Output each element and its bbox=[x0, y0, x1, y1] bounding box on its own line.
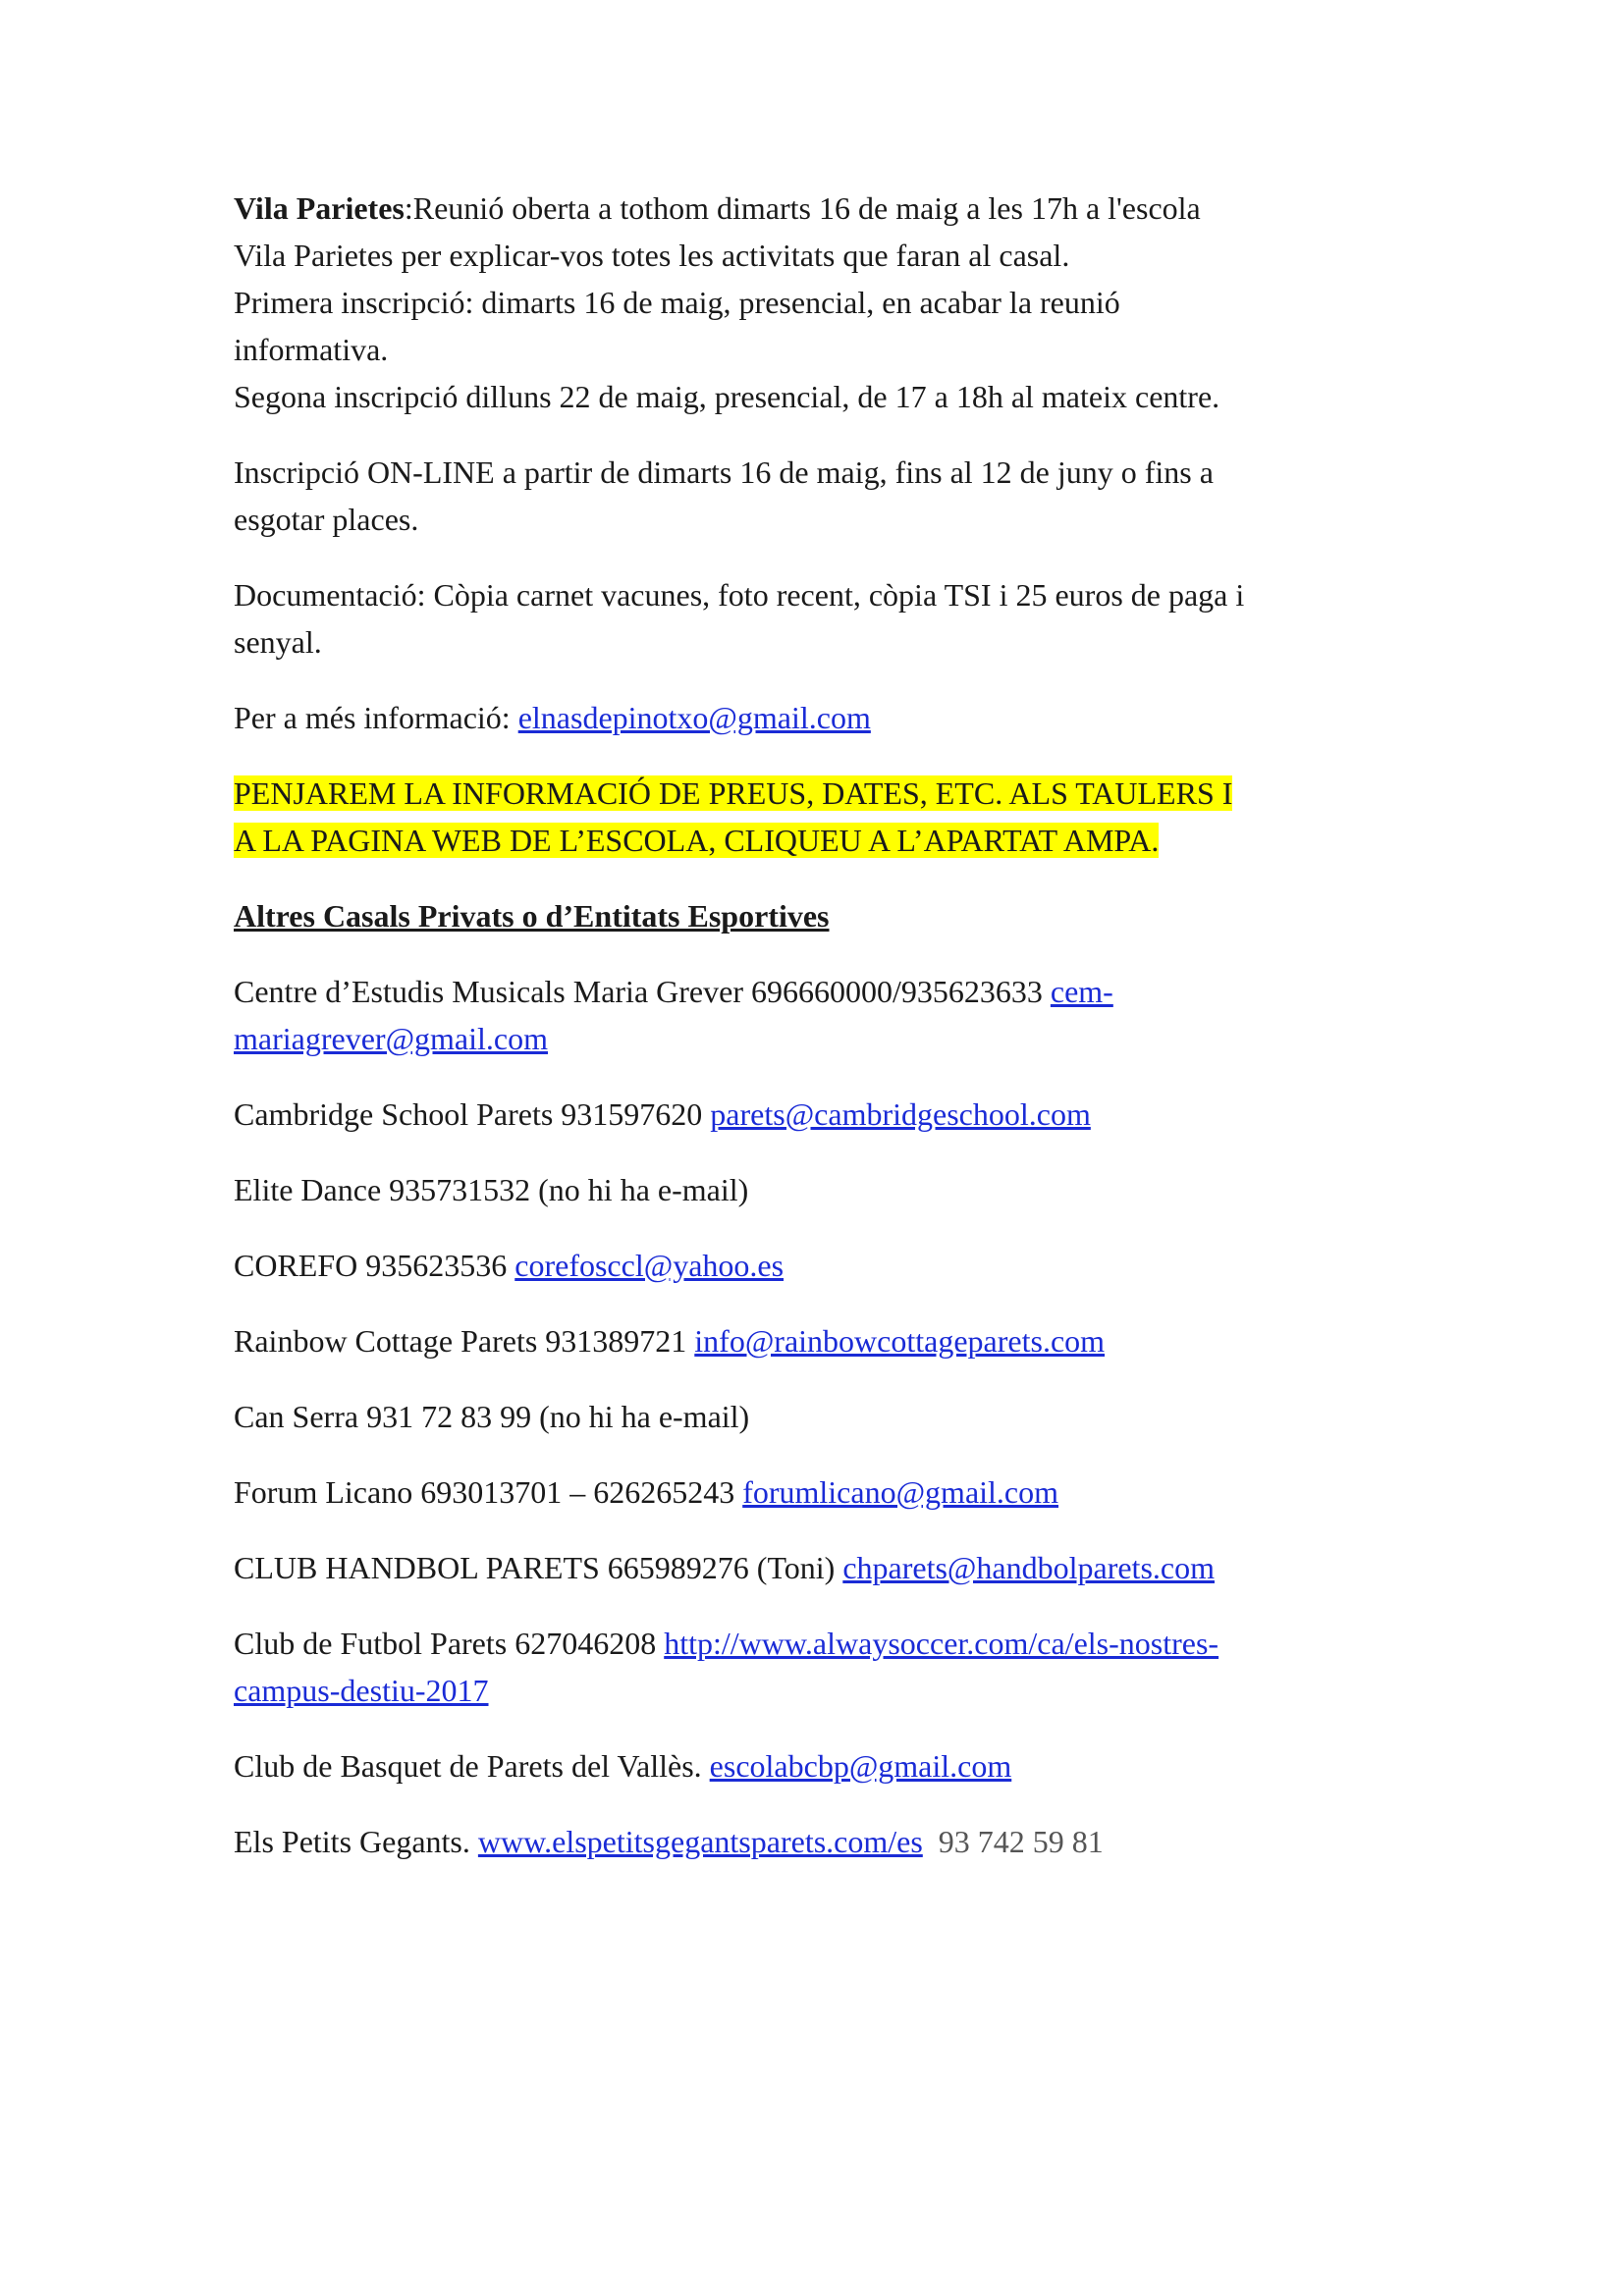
intro-line-4: informativa. bbox=[234, 332, 389, 367]
intro-line-1 bbox=[234, 185, 1412, 232]
documentation-line-2: senyal. bbox=[234, 624, 322, 660]
entry-futbol-text: Club de Futbol Parets 627046208 bbox=[234, 1626, 665, 1661]
documentation-line-1: Documentació: Còpia carnet vacunes, foto recent, còpia TSI i 25 euros de paga i bbox=[234, 577, 1245, 613]
entry-rainbow-text: Rainbow Cottage Parets 931389721 bbox=[234, 1323, 695, 1359]
entry-gegants-line bbox=[234, 1818, 1412, 1865]
entry-elite bbox=[234, 1166, 1412, 1213]
online-paragraph bbox=[234, 449, 1412, 543]
info-label: Per a més informació: bbox=[234, 700, 518, 735]
entry-futbol-line-1 bbox=[234, 1620, 1412, 1667]
entry-maria-grever-line-1 bbox=[234, 968, 1412, 1015]
entry-cambridge-email-link[interactable]: parets@cambridgeschool.com bbox=[710, 1096, 1091, 1132]
entry-forum-line bbox=[234, 1468, 1412, 1516]
info-paragraph bbox=[234, 694, 1412, 741]
entry-maria-grever-email-link[interactable]: cem- bbox=[1050, 974, 1113, 1009]
entry-cambridge-text: Cambridge School Parets 931597620 bbox=[234, 1096, 711, 1132]
entry-maria-grever-text: Centre d’Estudis Musicals Maria Grever 696660000/935623633 bbox=[234, 974, 1051, 1009]
notice-paragraph bbox=[234, 770, 1412, 864]
notice-line-1 bbox=[234, 770, 1412, 817]
notice-highlight-1: PENJAREM LA INFORMACIÓ DE PREUS, DATES, ETC. ALS TAULERS I bbox=[234, 775, 1233, 811]
entry-rainbow bbox=[234, 1317, 1412, 1364]
entry-futbol bbox=[234, 1620, 1412, 1714]
info-email-link[interactable]: elnasdepinotxo@gmail.com bbox=[517, 700, 871, 735]
entry-elite-text: Elite Dance 935731532 (no hi ha e-mail) bbox=[234, 1172, 749, 1207]
info-line bbox=[234, 694, 1412, 741]
entry-gegants bbox=[234, 1818, 1412, 1865]
entry-handbol-email-link[interactable]: chparets@handbolparets.com bbox=[842, 1550, 1215, 1585]
entry-forum-text: Forum Licano 693013701 – 626265243 bbox=[234, 1474, 743, 1510]
section-heading-paragraph bbox=[234, 892, 1412, 939]
entry-can-serra-text: Can Serra 931 72 83 99 (no hi ha e-mail) bbox=[234, 1399, 750, 1434]
entry-basquet-line bbox=[234, 1742, 1412, 1789]
entry-basquet-text: Club de Basquet de Parets del Vallès. bbox=[234, 1748, 710, 1784]
notice-highlight-2: A LA PAGINA WEB DE L’ESCOLA, CLIQUEU A L’APARTAT AMPA. bbox=[234, 823, 1160, 858]
entry-gegants-web-link[interactable]: www.elspetitsgegantsparets.com/es bbox=[477, 1824, 923, 1859]
entry-rainbow-email-link[interactable]: info@rainbowcottageparets.com bbox=[694, 1323, 1106, 1359]
entry-gegants-text: Els Petits Gegants. bbox=[234, 1824, 478, 1859]
intro-line-2: Vila Parietes per explicar-vos totes les activitats que faran al casal. bbox=[234, 238, 1070, 273]
document-page bbox=[234, 185, 1412, 1894]
documentation-paragraph bbox=[234, 571, 1412, 666]
notice-line-2 bbox=[234, 817, 1412, 864]
intro-title: Vila Parietes bbox=[234, 190, 405, 226]
entry-cambridge bbox=[234, 1091, 1412, 1138]
entry-rainbow-line bbox=[234, 1317, 1412, 1364]
entry-can-serra bbox=[234, 1393, 1412, 1440]
entry-futbol-line-2 bbox=[234, 1667, 1412, 1714]
intro-line-1-text: :Reunió oberta a tothom dimarts 16 de maig a les 17h a l'escola bbox=[404, 190, 1201, 226]
intro-line-5: Segona inscripció dilluns 22 de maig, presencial, de 17 a 18h al mateix centre. bbox=[234, 379, 1220, 414]
entry-handbol-text: CLUB HANDBOL PARETS 665989276 (Toni) bbox=[234, 1550, 843, 1585]
entry-cambridge-line bbox=[234, 1091, 1412, 1138]
online-line-2: esgotar places. bbox=[234, 502, 419, 537]
intro-paragraph bbox=[234, 185, 1412, 420]
entry-corefo-email-link[interactable]: corefosccl@yahoo.es bbox=[514, 1248, 785, 1283]
entry-handbol bbox=[234, 1544, 1412, 1591]
entry-maria-grever-email-link-cont[interactable]: mariagrever@gmail.com bbox=[234, 1021, 548, 1056]
entry-corefo bbox=[234, 1242, 1412, 1289]
entry-maria-grever-line-2 bbox=[234, 1015, 1412, 1062]
entry-corefo-text: COREFO 935623536 bbox=[234, 1248, 515, 1283]
section-heading: Altres Casals Privats o d’Entitats Esportives bbox=[234, 898, 830, 934]
entry-basquet-email-link[interactable]: escolabcbp@gmail.com bbox=[709, 1748, 1012, 1784]
entry-maria-grever bbox=[234, 968, 1412, 1062]
entry-forum bbox=[234, 1468, 1412, 1516]
entry-futbol-web-link-cont[interactable]: campus-destiu-2017 bbox=[234, 1673, 489, 1708]
entry-futbol-web-link[interactable]: http://www.alwaysoccer.com/ca/els-nostres- bbox=[664, 1626, 1219, 1661]
intro-line-3: Primera inscripció: dimarts 16 de maig, presencial, en acabar la reunió bbox=[234, 285, 1120, 320]
entry-gegants-phone: 93 742 59 81 bbox=[922, 1824, 1104, 1859]
entry-basquet bbox=[234, 1742, 1412, 1789]
entry-corefo-line bbox=[234, 1242, 1412, 1289]
online-line-1: Inscripció ON-LINE a partir de dimarts 16 de maig, fins al 12 de juny o fins a bbox=[234, 454, 1214, 490]
entry-handbol-line bbox=[234, 1544, 1412, 1591]
entry-forum-email-link[interactable]: forumlicano@gmail.com bbox=[742, 1474, 1059, 1510]
